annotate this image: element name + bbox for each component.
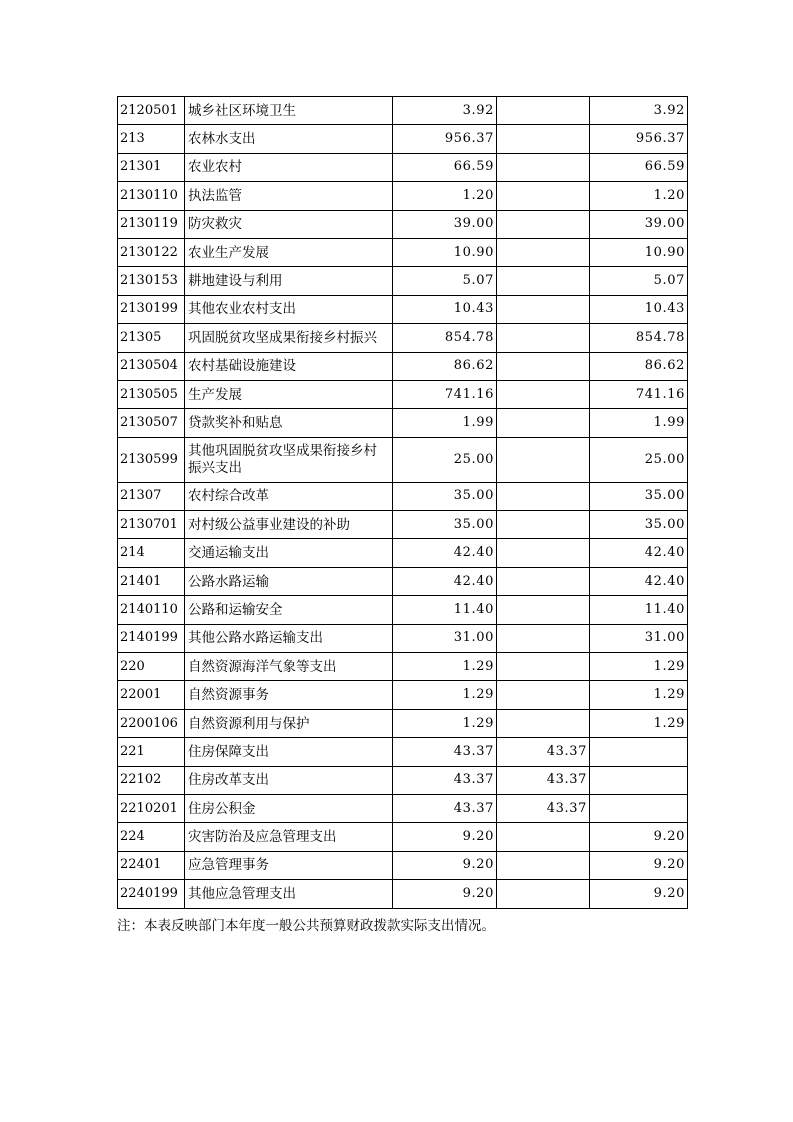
table-row [118,681,688,709]
table-row [118,482,688,510]
project-expenditure-cell: 35.00 [590,511,688,539]
project-expenditure-cell [590,766,688,794]
account-name-cell: 农业农村 [185,153,393,181]
table-row [118,267,688,295]
total-amount-cell: 956.37 [393,125,497,153]
project-expenditure-cell [590,794,688,822]
account-code-cell: 21401 [118,567,185,595]
account-name-cell: 生产发展 [185,380,393,408]
total-amount-cell: 31.00 [393,624,497,652]
basic-expenditure-cell [497,709,590,737]
account-code-cell: 220 [118,653,185,681]
account-code-cell: 214 [118,539,185,567]
table-row [118,324,688,352]
table-row [118,567,688,595]
table-row [118,596,688,624]
project-expenditure-cell: 42.40 [590,567,688,595]
total-amount-cell: 43.37 [393,738,497,766]
account-name-cell: 其他农业农村支出 [185,295,393,323]
basic-expenditure-cell [497,437,590,482]
account-code-cell: 2130505 [118,380,185,408]
total-amount-cell: 42.40 [393,567,497,595]
table-note: 注：本表反映部门本年度一般公共预算财政拨款实际支出情况。 [117,918,495,934]
table-row [118,794,688,822]
project-expenditure-cell: 3.92 [590,97,688,125]
table-row [118,766,688,794]
table-row [118,153,688,181]
project-expenditure-cell: 31.00 [590,624,688,652]
basic-expenditure-cell [497,153,590,181]
account-name-cell: 灾害防治及应急管理支出 [185,823,393,851]
account-name-cell: 住房改革支出 [185,766,393,794]
table-row [118,880,688,908]
account-name-cell: 防灾救灾 [185,210,393,238]
account-code-cell: 2130110 [118,182,185,210]
table-row [118,97,688,125]
account-code-cell: 22102 [118,766,185,794]
basic-expenditure-cell [497,267,590,295]
account-name-cell: 其他巩固脱贫攻坚成果衔接乡村振兴支出 [185,437,393,482]
basic-expenditure-cell [497,380,590,408]
account-code-cell: 2200106 [118,709,185,737]
basic-expenditure-cell: 43.37 [497,766,590,794]
project-expenditure-cell: 1.29 [590,709,688,737]
total-amount-cell: 1.29 [393,709,497,737]
account-name-cell: 自然资源事务 [185,681,393,709]
account-code-cell: 2140199 [118,624,185,652]
basic-expenditure-cell [497,539,590,567]
table-row [118,210,688,238]
project-expenditure-cell: 10.43 [590,295,688,323]
basic-expenditure-cell [497,238,590,266]
total-amount-cell: 66.59 [393,153,497,181]
account-name-cell: 住房公积金 [185,794,393,822]
total-amount-cell: 10.90 [393,238,497,266]
basic-expenditure-cell: 43.37 [497,794,590,822]
basic-expenditure-cell [497,681,590,709]
total-amount-cell: 25.00 [393,437,497,482]
account-code-cell: 21301 [118,153,185,181]
project-expenditure-cell: 11.40 [590,596,688,624]
basic-expenditure-cell [497,324,590,352]
basic-expenditure-cell [497,567,590,595]
project-expenditure-cell: 1.29 [590,681,688,709]
total-amount-cell: 9.20 [393,823,497,851]
project-expenditure-cell: 66.59 [590,153,688,181]
total-amount-cell: 43.37 [393,794,497,822]
total-amount-cell: 3.92 [393,97,497,125]
total-amount-cell: 11.40 [393,596,497,624]
account-name-cell: 对村级公益事业建设的补助 [185,511,393,539]
table-row [118,380,688,408]
total-amount-cell: 42.40 [393,539,497,567]
account-code-cell: 221 [118,738,185,766]
total-amount-cell: 1.29 [393,653,497,681]
account-code-cell: 2240199 [118,880,185,908]
project-expenditure-cell: 10.90 [590,238,688,266]
account-name-cell: 农林水支出 [185,125,393,153]
account-name-cell: 农村综合改革 [185,482,393,510]
account-code-cell: 22001 [118,681,185,709]
table-row [118,182,688,210]
account-code-cell: 2130122 [118,238,185,266]
account-name-cell: 贷款奖补和贴息 [185,409,393,437]
basic-expenditure-cell [497,596,590,624]
account-name-cell: 住房保障支出 [185,738,393,766]
account-name-cell: 巩固脱贫攻坚成果衔接乡村振兴 [185,324,393,352]
account-code-cell: 21305 [118,324,185,352]
total-amount-cell: 1.29 [393,681,497,709]
total-amount-cell: 35.00 [393,511,497,539]
basic-expenditure-cell [497,295,590,323]
account-name-cell: 执法监管 [185,182,393,210]
basic-expenditure-cell [497,125,590,153]
total-amount-cell: 854.78 [393,324,497,352]
total-amount-cell: 1.99 [393,409,497,437]
account-name-cell: 其他应急管理支出 [185,880,393,908]
account-code-cell: 21307 [118,482,185,510]
account-code-cell: 2130599 [118,437,185,482]
account-name-cell: 交通运输支出 [185,539,393,567]
account-name-cell: 农村基础设施建设 [185,352,393,380]
basic-expenditure-cell: 43.37 [497,738,590,766]
table-row [118,851,688,879]
total-amount-cell: 35.00 [393,482,497,510]
table-row [118,823,688,851]
account-name-cell: 自然资源利用与保护 [185,709,393,737]
project-expenditure-cell: 741.16 [590,380,688,408]
basic-expenditure-cell [497,352,590,380]
basic-expenditure-cell [497,653,590,681]
project-expenditure-cell: 42.40 [590,539,688,567]
basic-expenditure-cell [497,409,590,437]
table-row [118,709,688,737]
table-row [118,653,688,681]
expenditure-table [117,96,688,909]
table-body [118,97,688,909]
project-expenditure-cell: 1.99 [590,409,688,437]
account-code-cell: 2140110 [118,596,185,624]
account-name-cell: 应急管理事务 [185,851,393,879]
total-amount-cell: 9.20 [393,851,497,879]
project-expenditure-cell: 9.20 [590,851,688,879]
account-code-cell: 2210201 [118,794,185,822]
table-row [118,624,688,652]
basic-expenditure-cell [497,624,590,652]
basic-expenditure-cell [497,482,590,510]
account-code-cell: 2130119 [118,210,185,238]
account-code-cell: 22401 [118,851,185,879]
total-amount-cell: 1.20 [393,182,497,210]
total-amount-cell: 10.43 [393,295,497,323]
account-code-cell: 2130199 [118,295,185,323]
project-expenditure-cell: 86.62 [590,352,688,380]
account-name-cell: 自然资源海洋气象等支出 [185,653,393,681]
project-expenditure-cell: 35.00 [590,482,688,510]
table-row [118,125,688,153]
basic-expenditure-cell [497,182,590,210]
table-row [118,437,688,482]
project-expenditure-cell: 1.29 [590,653,688,681]
total-amount-cell: 5.07 [393,267,497,295]
total-amount-cell: 43.37 [393,766,497,794]
project-expenditure-cell: 1.20 [590,182,688,210]
project-expenditure-cell: 9.20 [590,823,688,851]
account-name-cell: 农业生产发展 [185,238,393,266]
account-name-cell: 公路水路运输 [185,567,393,595]
project-expenditure-cell: 956.37 [590,125,688,153]
project-expenditure-cell: 39.00 [590,210,688,238]
project-expenditure-cell [590,738,688,766]
basic-expenditure-cell [497,851,590,879]
table-row [118,295,688,323]
project-expenditure-cell: 854.78 [590,324,688,352]
basic-expenditure-cell [497,880,590,908]
total-amount-cell: 39.00 [393,210,497,238]
basic-expenditure-cell [497,97,590,125]
total-amount-cell: 86.62 [393,352,497,380]
table-row [118,238,688,266]
account-name-cell: 其他公路水路运输支出 [185,624,393,652]
account-name-cell: 耕地建设与利用 [185,267,393,295]
basic-expenditure-cell [497,823,590,851]
account-name-cell: 公路和运输安全 [185,596,393,624]
table-row [118,511,688,539]
project-expenditure-cell: 5.07 [590,267,688,295]
account-code-cell: 2130701 [118,511,185,539]
account-name-cell: 城乡社区环境卫生 [185,97,393,125]
table-row [118,352,688,380]
basic-expenditure-cell [497,511,590,539]
account-code-cell: 2130504 [118,352,185,380]
account-code-cell: 2120501 [118,97,185,125]
total-amount-cell: 9.20 [393,880,497,908]
project-expenditure-cell: 25.00 [590,437,688,482]
project-expenditure-cell: 9.20 [590,880,688,908]
table-row [118,738,688,766]
account-code-cell: 2130153 [118,267,185,295]
table-row [118,409,688,437]
account-code-cell: 224 [118,823,185,851]
total-amount-cell: 741.16 [393,380,497,408]
table-row [118,539,688,567]
basic-expenditure-cell [497,210,590,238]
account-code-cell: 2130507 [118,409,185,437]
account-code-cell: 213 [118,125,185,153]
